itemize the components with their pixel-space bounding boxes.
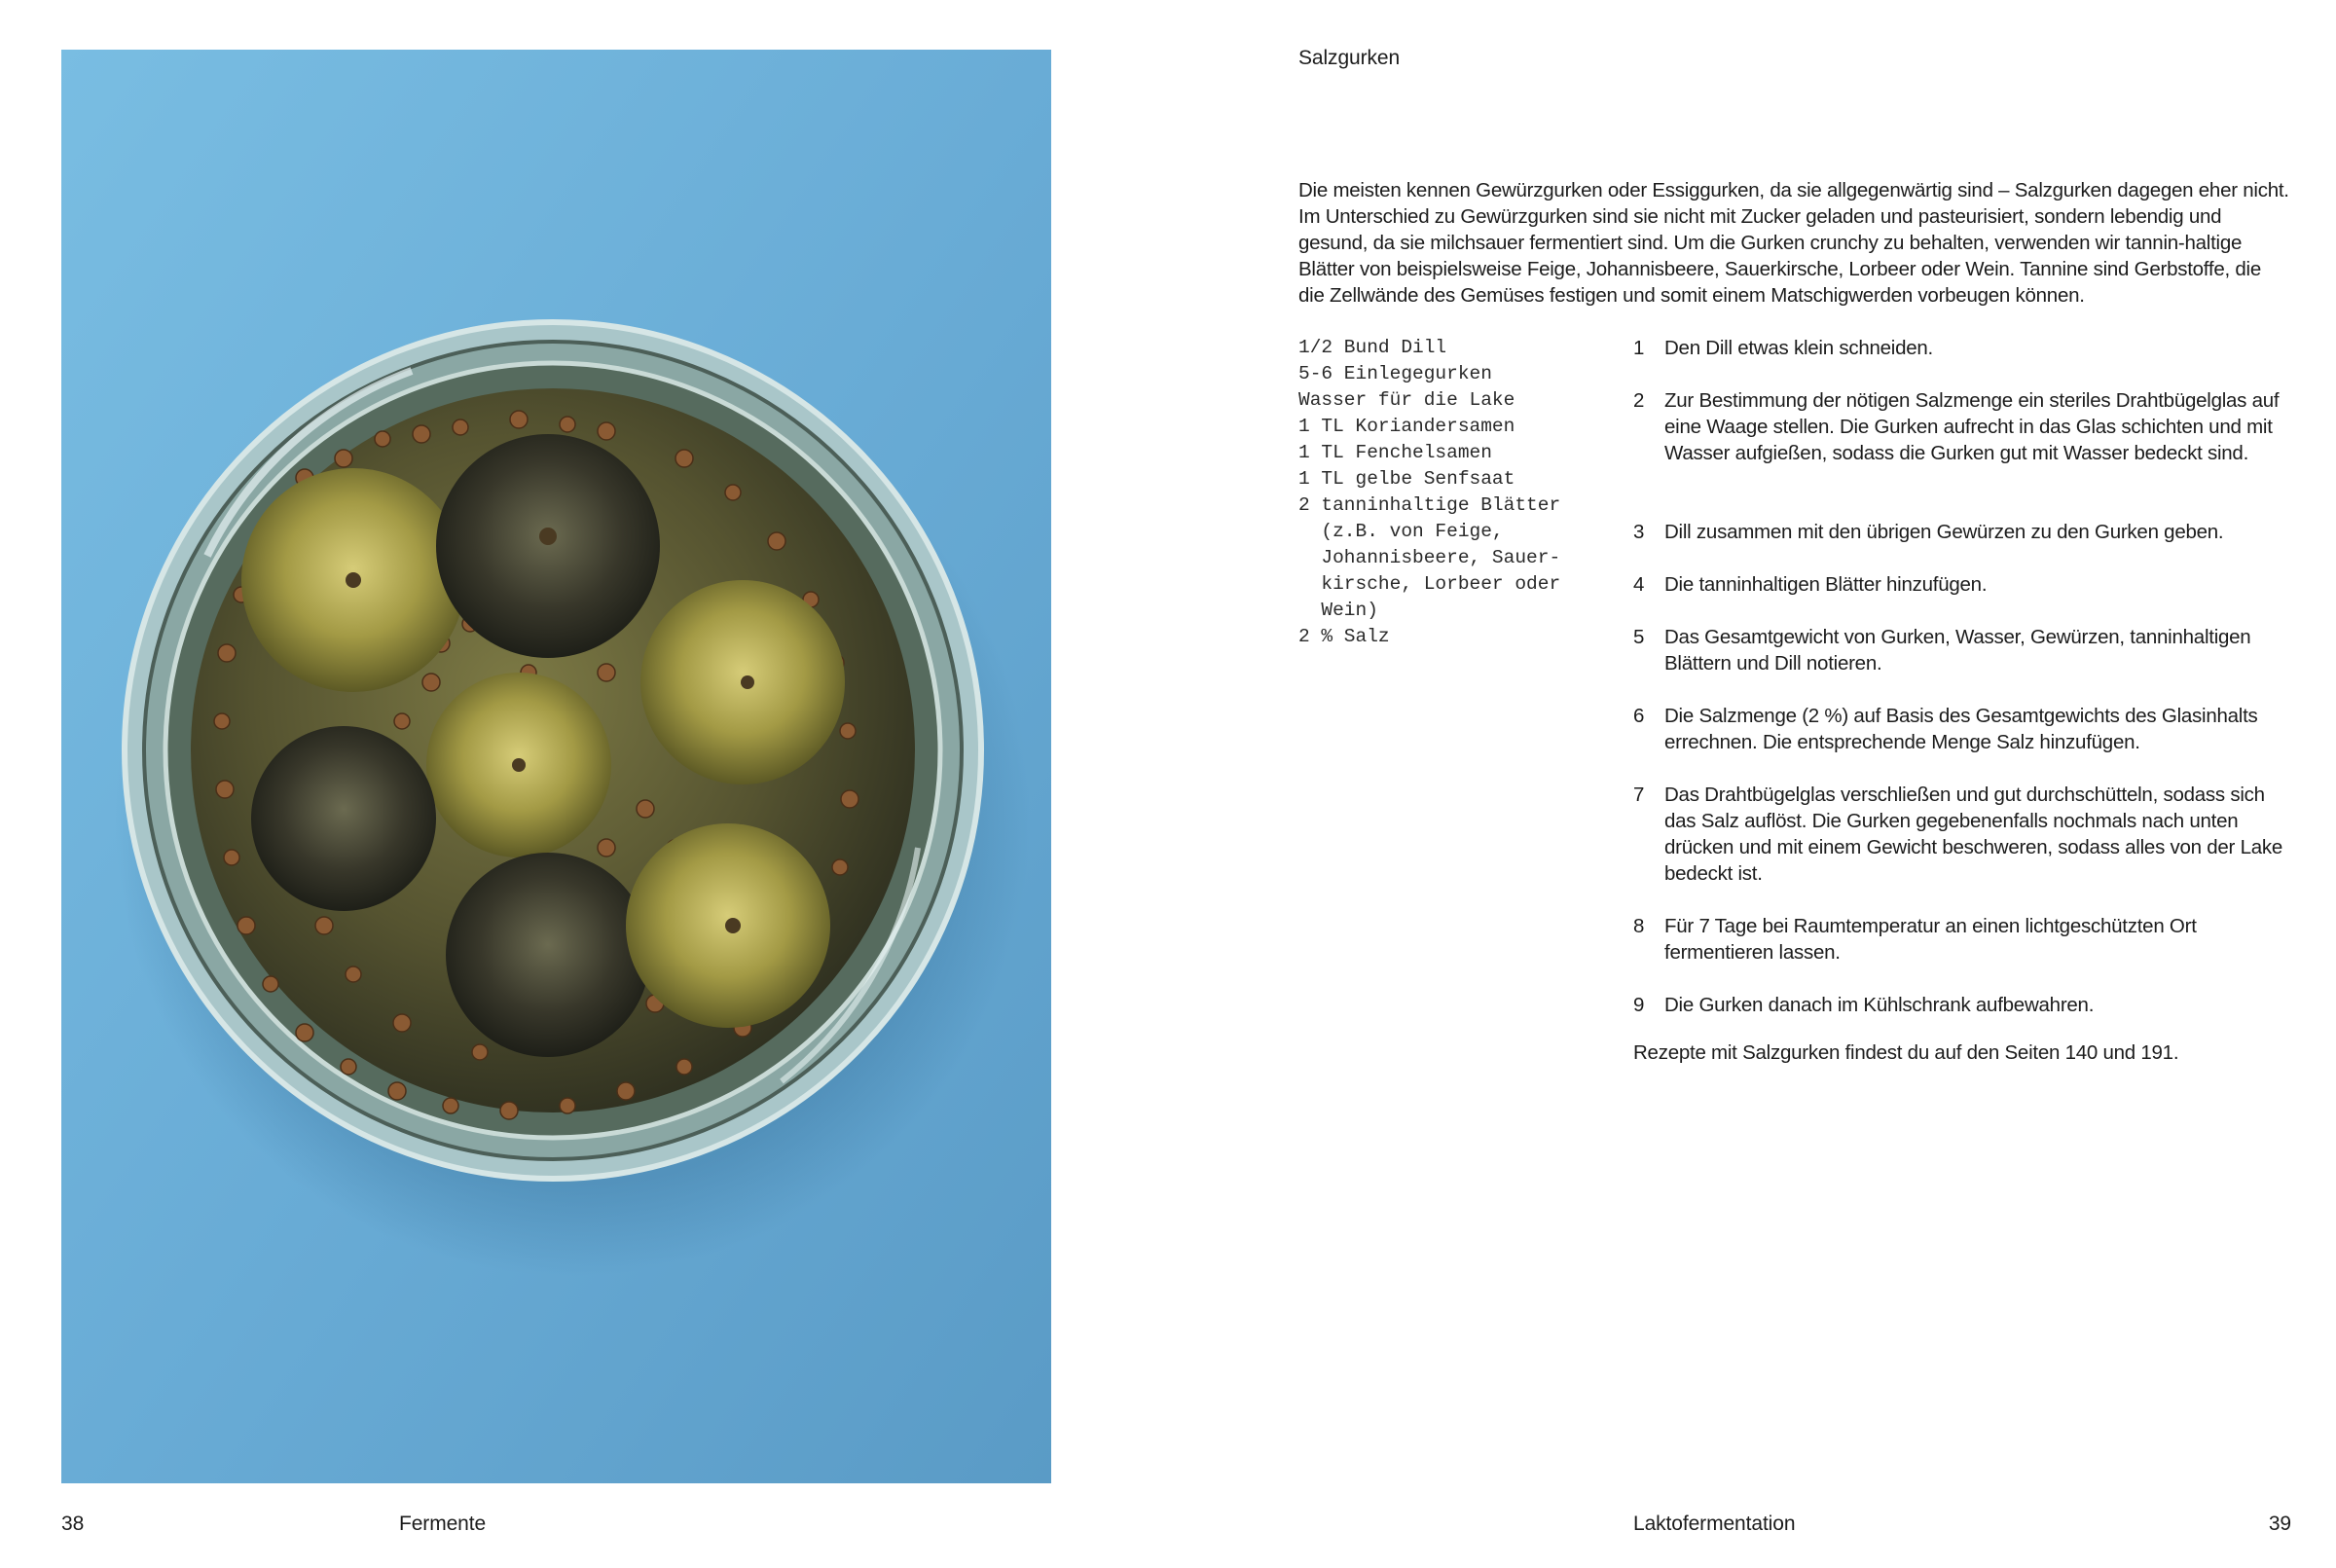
step-item [1633,519,2295,545]
step-text: Die Salzmenge (2 %) auf Basis des Gesamtgewichts des Glasinhalts errechnen. Die entsprechende Menge Salz hinzufügen. [1664,705,2258,753]
step-text: Die Gurken danach im Kühlschrank aufbewahren. [1664,994,2095,1016]
step-item [1633,782,2295,887]
step-text: Das Drahtbügelglas verschließen und gut durchschütteln, sodass sich das Salz auflöst. Die Gurken gegebenenfalls nochmals nach unten drücken und mit einem Gewicht beschweren, sodass alles von der Lake bedeckt ist. [1664,784,2283,885]
step-text: Für 7 Tage bei Raumtemperatur an einen lichtgeschützten Ort fermentieren lassen. [1664,915,2197,964]
recipe-title: Salzgurken [1298,47,1401,69]
step-number: 3 [1633,521,1645,543]
step-text: Die tanninhaltigen Blätter hinzufügen. [1664,573,1988,596]
section-title-right: Laktofermentation [1633,1513,1796,1535]
step-number: 9 [1633,994,1645,1016]
step-item [1633,335,2295,361]
step-text: Den Dill etwas klein schneiden. [1664,337,1933,359]
ingredient-item: 5-6 Einlegegurken [1298,363,1492,384]
step-number: 4 [1633,573,1645,596]
step-item [1633,387,2295,466]
step-text: Dill zusammen mit den übrigen Gewürzen zu den Gurken geben. [1664,521,2224,543]
ingredient-list [1298,335,1620,650]
ingredient-item: 1 TL gelbe Senfsaat [1298,468,1515,490]
step-number: 8 [1633,915,1645,937]
step-item [1633,703,2295,755]
step-item [1633,992,2295,1018]
step-item [1633,571,2295,598]
step-number: 2 [1633,389,1645,412]
step-text: Das Gesamtgewicht von Gurken, Wasser, Gewürzen, tanninhaltigen Blättern und Dill notieren. [1664,626,2251,675]
ingredient-item: 2 tanninhaltige Blätter [1298,494,1561,516]
step-item [1633,624,2295,676]
jar-photo [61,50,1051,1483]
ingredient-item: Wein) [1298,600,1378,621]
ingredient-item: Johannisbeere, Sauer- [1298,547,1561,568]
ingredient-item: 1 TL Koriandersamen [1298,416,1515,437]
step-number: 1 [1633,337,1645,359]
page-number-right: 39 [2268,1513,2291,1535]
section-title-left: Fermente [399,1513,487,1535]
step-text: Zur Bestimmung der nötigen Salzmenge ein steriles Drahtbügelglas auf eine Waage stellen. Die Gurken aufrecht in das Glas schichten und mit Wasser aufgießen, sodass die Gurken gut mit Wasser bedeckt sind. [1664,389,2280,464]
ingredient-item: kirsche, Lorbeer oder [1298,573,1561,595]
step-number: 7 [1633,784,1645,806]
ingredient-item: (z.B. von Feige, [1298,521,1504,542]
jar-illustration [61,50,1051,1483]
step-item [1633,913,2295,966]
ingredient-item: 2 % Salz [1298,626,1390,647]
ingredient-item: 1/2 Bund Dill [1298,337,1447,358]
ingredient-item: Wasser für die Lake [1298,389,1515,411]
step-number: 5 [1633,626,1645,648]
ingredient-item: 1 TL Fenchelsamen [1298,442,1492,463]
step-number: 6 [1633,705,1645,727]
cross-reference-note: Rezepte mit Salzgurken findest du auf den Seiten 140 und 191. [1633,1041,2179,1064]
intro-paragraph: Die meisten kennen Gewürzgurken oder Essiggurken, da sie allgegenwärtig sind – Salzgurken dagegen eher nicht. Im Unterschied zu Gewürzgurken sind sie nicht mit Zucker geladen und pasteurisiert, sondern lebendig und gesund, da sie milchsauer fermentiert sind. Um die Gurken crunchy zu behalten, verwenden wir tannin-haltige Blätter von beispielsweise Feige, Johannisbeere, Sauerkirsche, Lorbeer oder Wein. Tannine sind Gerbstoffe, die die Zellwände des Gemüses festigen und somit einem Matschigwerden vorbeugen können. [1298,179,2289,307]
page-number-left: 38 [61,1513,85,1535]
